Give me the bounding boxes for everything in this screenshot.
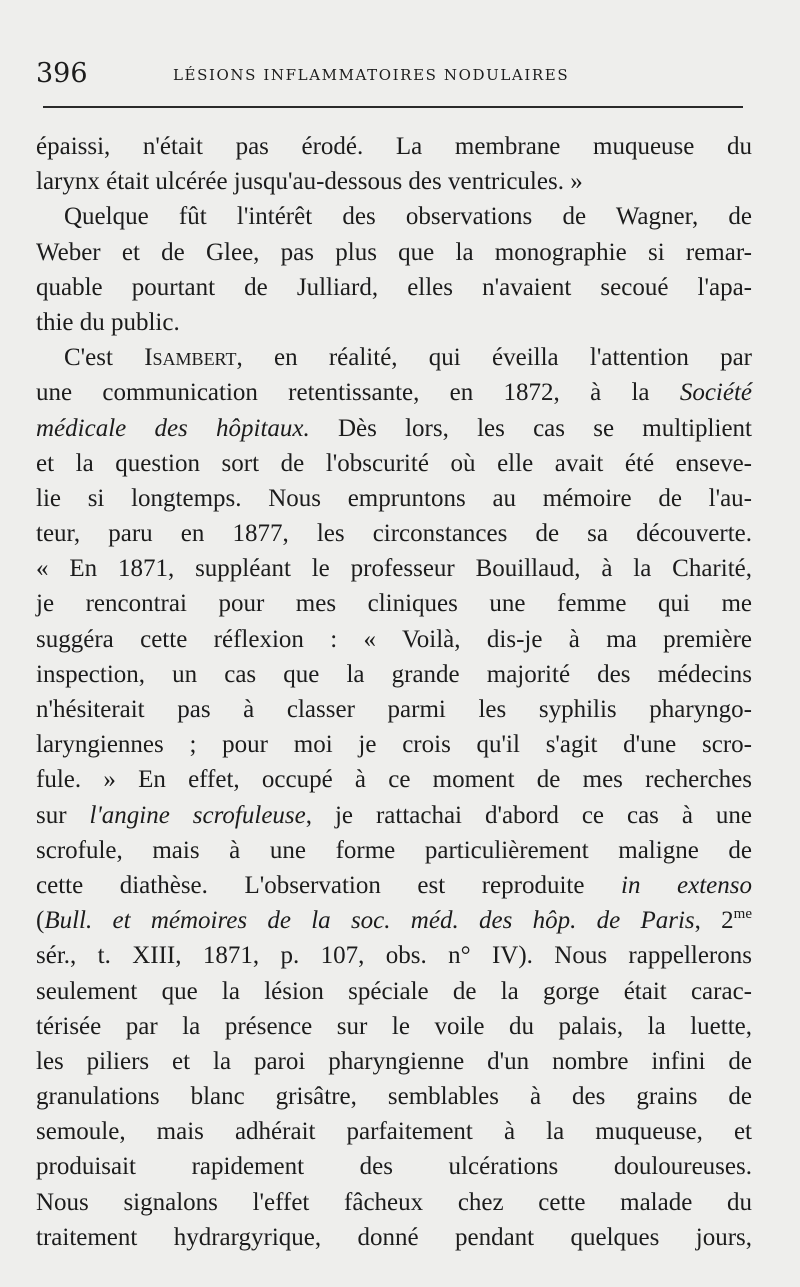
text-line [36,868,752,903]
body-text [36,129,752,1255]
page-number: 396 [36,58,88,89]
author-name: Isambert [144,344,237,372]
text-line [36,903,752,938]
text-line: suggéra cette réflexion : « Voilà, dis-je à ma première [36,625,752,653]
text-line [36,375,752,410]
superscript: me [733,906,752,923]
italic-span: l'angine scrofuleuse [89,801,306,829]
header-rule [43,106,743,108]
text-line: fule. » En effet, occupé à ce moment de mes recherches [36,766,752,794]
text-span: , 2 [694,907,734,935]
running-head: LÉSIONS INFLAMMATOIRES NODULAIRES [173,66,570,84]
text-line: sér., t. XIII, 1871, p. 107, obs. n° IV). Nous rappellerons [36,942,752,970]
text-line: larynx était ulcérée jusqu'au-dessous des ventricules. » [36,168,583,196]
text-line: je rencontrai pour mes cliniques une femme qui me [36,590,752,618]
text-span: , en réalité, qui éveilla l'attention par [236,344,753,372]
page-header [36,58,746,92]
text-line: Nous signalons l'effet fâcheux chez cette malade du [36,1188,752,1216]
text-line: semoule, mais adhérait parfaitement à la muqueuse, et [36,1118,752,1146]
text-line: Weber et de Glee, pas plus que la monographie si remar- [36,238,752,266]
text-line: scrofule, mais à une forme particulièrement maligne de [36,836,752,864]
text-line: Quelque fût l'intérêt des observations de Wagner, de [64,203,752,231]
italic-span: Bull. et mémoires de la soc. méd. des hôp. de Paris [44,907,695,935]
italic-span: in extenso [621,871,752,899]
text-line: quable pourtant de Julliard, elles n'avaient secoué l'apa- [36,273,752,301]
text-span: cette diathèse. L'observation est reproduite [36,871,622,899]
text-line: épaissi, n'était pas érodé. La membrane muqueuse du [36,133,752,160]
text-line: seulement que la lésion spéciale de la gorge était carac- [36,977,752,1005]
text-line: inspection, un cas que la grande majorité des médecins [36,660,752,688]
text-line [36,340,752,375]
text-span: sur [36,801,90,829]
text-line: traitement hydrargyrique, donné pendant quelques jours, [36,1223,752,1251]
text-span: une communication retentissante, en 1872, à la [36,379,680,407]
text-line [36,798,752,833]
text-line: produisait rapidement des ulcérations douloureuses. [36,1153,752,1181]
text-line: les piliers et la paroi pharyngienne d'un nombre infini de [36,1047,752,1075]
text-line: « En 1871, suppléant le professeur Bouillaud, à la Charité, [36,555,752,583]
text-line: thie du public. [36,308,180,336]
text-span: , je rattachai d'abord ce cas à une [305,801,752,829]
italic-span: Société [679,379,752,407]
text-span: ( [36,907,45,935]
text-line: laryngiennes ; pour moi je crois qu'il s'agit d'une scro- [36,731,752,759]
text-line: térisée par la présence sur le voile du palais, la luette, [36,1012,752,1040]
text-line: lie si longtemps. Nous empruntons au mémoire de l'au- [36,484,752,512]
text-line [36,411,752,446]
text-line: n'hésiterait pas à classer parmi les syphilis pharyngo- [36,696,752,723]
text-span: C'est [64,344,145,372]
italic-span: médicale des hôpitaux. [36,414,310,442]
text-span: Dès lors, les cas se multiplient [309,414,752,442]
text-line: teur, paru en 1877, les circonstances de sa découverte. [36,520,752,548]
text-line: et la question sort de l'obscurité où elle avait été enseve- [36,449,752,477]
text-line: granulations blanc grisâtre, semblables à des grains de [36,1083,752,1111]
